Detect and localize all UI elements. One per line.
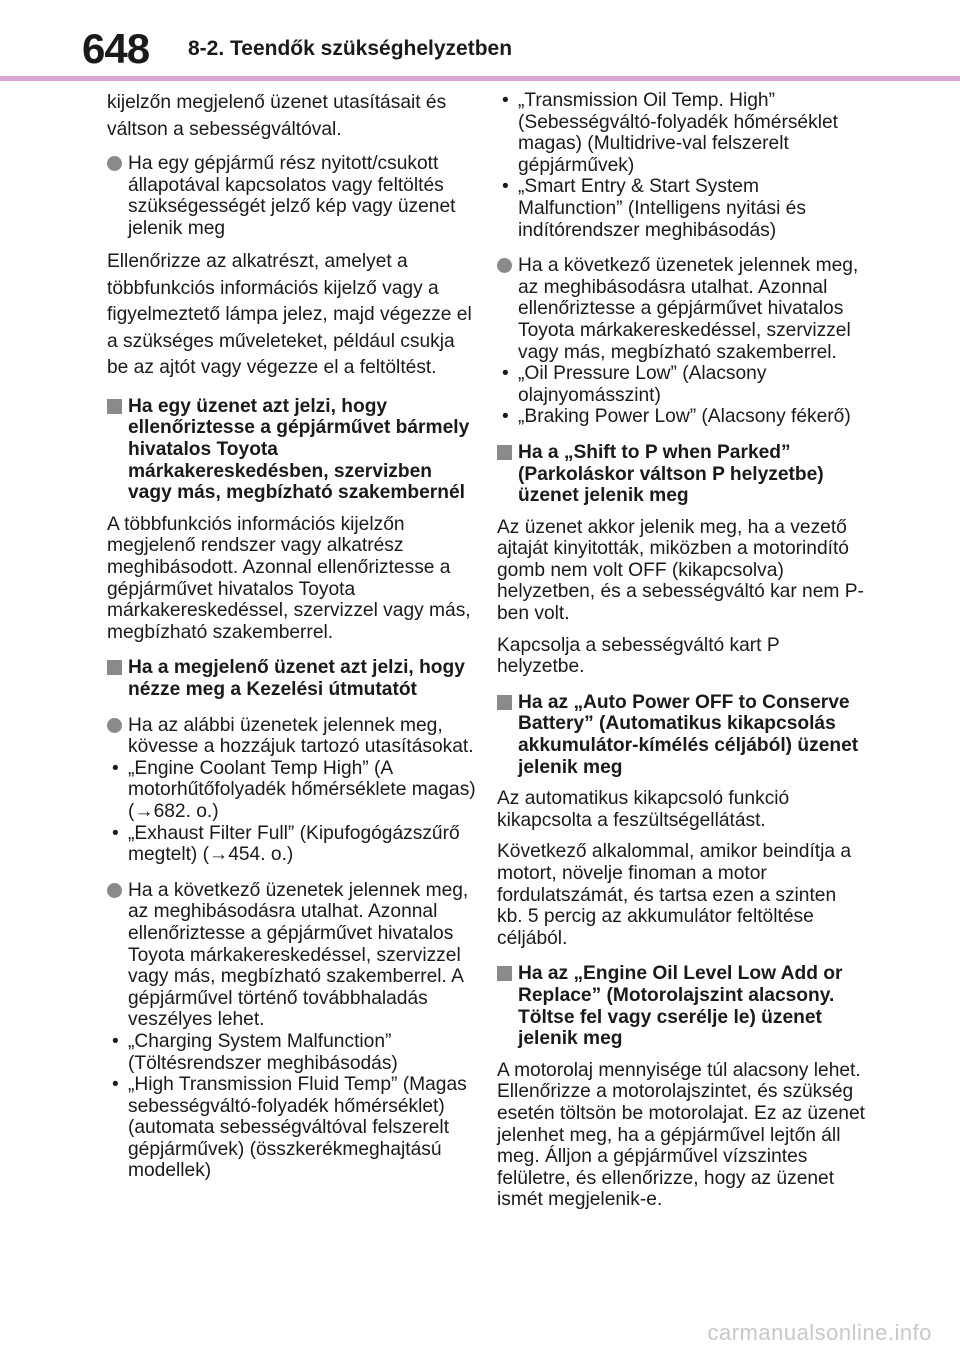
bullet-text: Ha a következő üzenetek jelennek meg, az meghibásodásra utalhat. Azonnal ellenőriztesse a gépjárművet hivatalos Toyota márkakereskedéssel, szervizzel vagy más, megbízható szakemberrel. (518, 255, 859, 363)
bullet-text: Ha a következő üzenetek jelennek meg, az meghibásodásra utalhat. Azonnal ellenőriztesse a gépjárművet hivatalos Toyota márkakereskedéssel, szervizzel vagy más, megbízható szakemberrel. A gépjárművel történő továbbhaladás veszélyes lehet. (128, 879, 469, 1031)
bullet-dot-icon (497, 258, 512, 273)
header-rule (0, 76, 960, 81)
section-heading (107, 657, 477, 700)
square-bullet-icon (107, 399, 122, 414)
square-bullet-icon (497, 966, 512, 981)
section-heading (497, 963, 867, 1049)
left-column (107, 90, 477, 1182)
list-item: • „Transmission Oil Temp. High” (Sebességváltó-folyadék hőmérséklet magas) (Multidrive-val felszerelt gépjárművek) (502, 90, 838, 176)
bullet-text: Ha egy gépjármű rész nyitott/csukott állapotával kapcsolatos vagy feltöltés szükségességét jelző kép vagy üzenet jelenik meg (128, 153, 456, 239)
message-list (497, 90, 867, 241)
list-item: • „Smart Entry & Start System Malfunction” (Intelligens nyitási és indítórendszer meghibásodás) (502, 176, 806, 241)
paragraph: A többfunkciós információs kijelzőn megjelenő rendszer vagy alkatrész meghibásodott. Azonnal ellenőriztesse a gépjárművet hivatalos Toyota márkakereskedéssel, szervizzel vagy más, megbízható szakemberrel. (107, 513, 471, 643)
heading-text: Ha a „Shift to P when Parked” (Parkoláskor váltson P helyzetbe) üzenet jelenik meg (518, 441, 824, 507)
bullet-text: Ha az alábbi üzenetek jelennek meg, kövesse a hozzájuk tartozó utasításokat. (128, 714, 474, 758)
bullet-item (497, 255, 867, 363)
square-bullet-icon (107, 660, 122, 675)
paragraph: A motorolaj mennyisége túl alacsony lehet. Ellenőrizze a motorolajszintet, és szükség esetén töltsön be motorolajat. Ez az üzenet jelenhet meg, ha a gépjárművel lejtőn áll meg. Álljon a gépjárművel vízszintes felületre, és ellenőrizze, hogy az üzenet ismét megjelenik-e. (497, 1059, 865, 1211)
message-list (497, 363, 867, 428)
message-list (107, 758, 477, 866)
square-bullet-icon (497, 695, 512, 710)
list-item: • „High Transmission Fluid Temp” (Magas sebességváltó-folyadék hőmérséklet) (automata sebességváltóval felszerelt gépjárművek) (összkerékmeghajtású modellek) (112, 1074, 467, 1182)
list-item: • „Charging System Malfunction” (Töltésrendszer meghibásodás) (112, 1030, 398, 1074)
heading-text: Ha egy üzenet azt jelzi, hogy ellenőriztesse a gépjárművet bármely hivatalos Toyota márkakereskedésben, szervizben vagy más, megbízható szakembernél (128, 395, 470, 504)
bullet-item (107, 715, 477, 758)
heading-text: Ha az „Auto Power OFF to Conserve Battery” (Automatikus kikapcsolás akkumulátor-kímélés céljából) üzenet jelenik meg (518, 691, 859, 778)
bullet-item (107, 153, 477, 239)
message-list (107, 1031, 477, 1182)
list-item: • „Exhaust Filter Full” (Kipufogógázszűrő megtelt) (→454. o.) (112, 822, 460, 866)
list-item: • „Braking Power Low” (Alacsony fékerő) (502, 406, 851, 428)
paragraph: Az üzenet akkor jelenik meg, ha a vezető ajtaját kinyitották, miközben a motorindító gomb nem volt OFF (kikapcsolva) helyzetben, és a sebességváltó kar nem P-ben volt. (497, 516, 864, 625)
intro-paragraph: kijelzőn megjelenő üzenet utasításait és váltson a sebességváltóval. (107, 92, 447, 140)
paragraph: Kapcsolja a sebességváltó kart P helyzetbe. (497, 634, 780, 678)
list-item: • „Engine Coolant Temp High” (A motorhűtőfolyadék hőmérséklete magas) (→682. o.) (112, 757, 476, 822)
right-column (497, 90, 867, 1211)
bullet-dot-icon (107, 883, 122, 898)
paragraph: Az automatikus kikapcsoló funkció kikapcsolta a feszültségellátást. (497, 788, 790, 831)
page-number: 648 (82, 25, 150, 72)
paragraph: Ellenőrizze az alkatrészt, amelyet a többfunkciós információs kijelző vagy a figyelmeztető lámpa jelez, majd végezze el a szükséges műveleteket, például csukja be az ajtót vagy végezze el a feltöltést. (107, 251, 472, 379)
section-heading (497, 692, 867, 778)
section-title: 8-2. Teendők szükséghelyzetben (188, 37, 513, 60)
section-heading (497, 442, 867, 507)
heading-text: Ha az „Engine Oil Level Low Add or Replace” (Motorolajszint alacsony. Töltse fel vagy cserélje le) üzenet jelenik meg (518, 963, 843, 1050)
square-bullet-icon (497, 445, 512, 460)
heading-text: Ha a megjelenő üzenet azt jelzi, hogy nézze meg a Kezelési útmutatót (128, 657, 465, 700)
bullet-dot-icon (107, 156, 122, 171)
page-header (0, 0, 960, 82)
list-item: • „Oil Pressure Low” (Alacsony olajnyomásszint) (502, 363, 767, 406)
paragraph: Következő alkalommal, amikor beindítja a motort, növelje finoman a motor fordulatszámát, és tartsa ezen a szinten kb. 5 percig az akkumulátor feltöltése céljából. (497, 841, 852, 949)
bullet-dot-icon (107, 718, 122, 733)
watermark: carmanualsonline.info (707, 1320, 932, 1345)
section-heading (107, 396, 477, 504)
bullet-item (107, 880, 477, 1031)
